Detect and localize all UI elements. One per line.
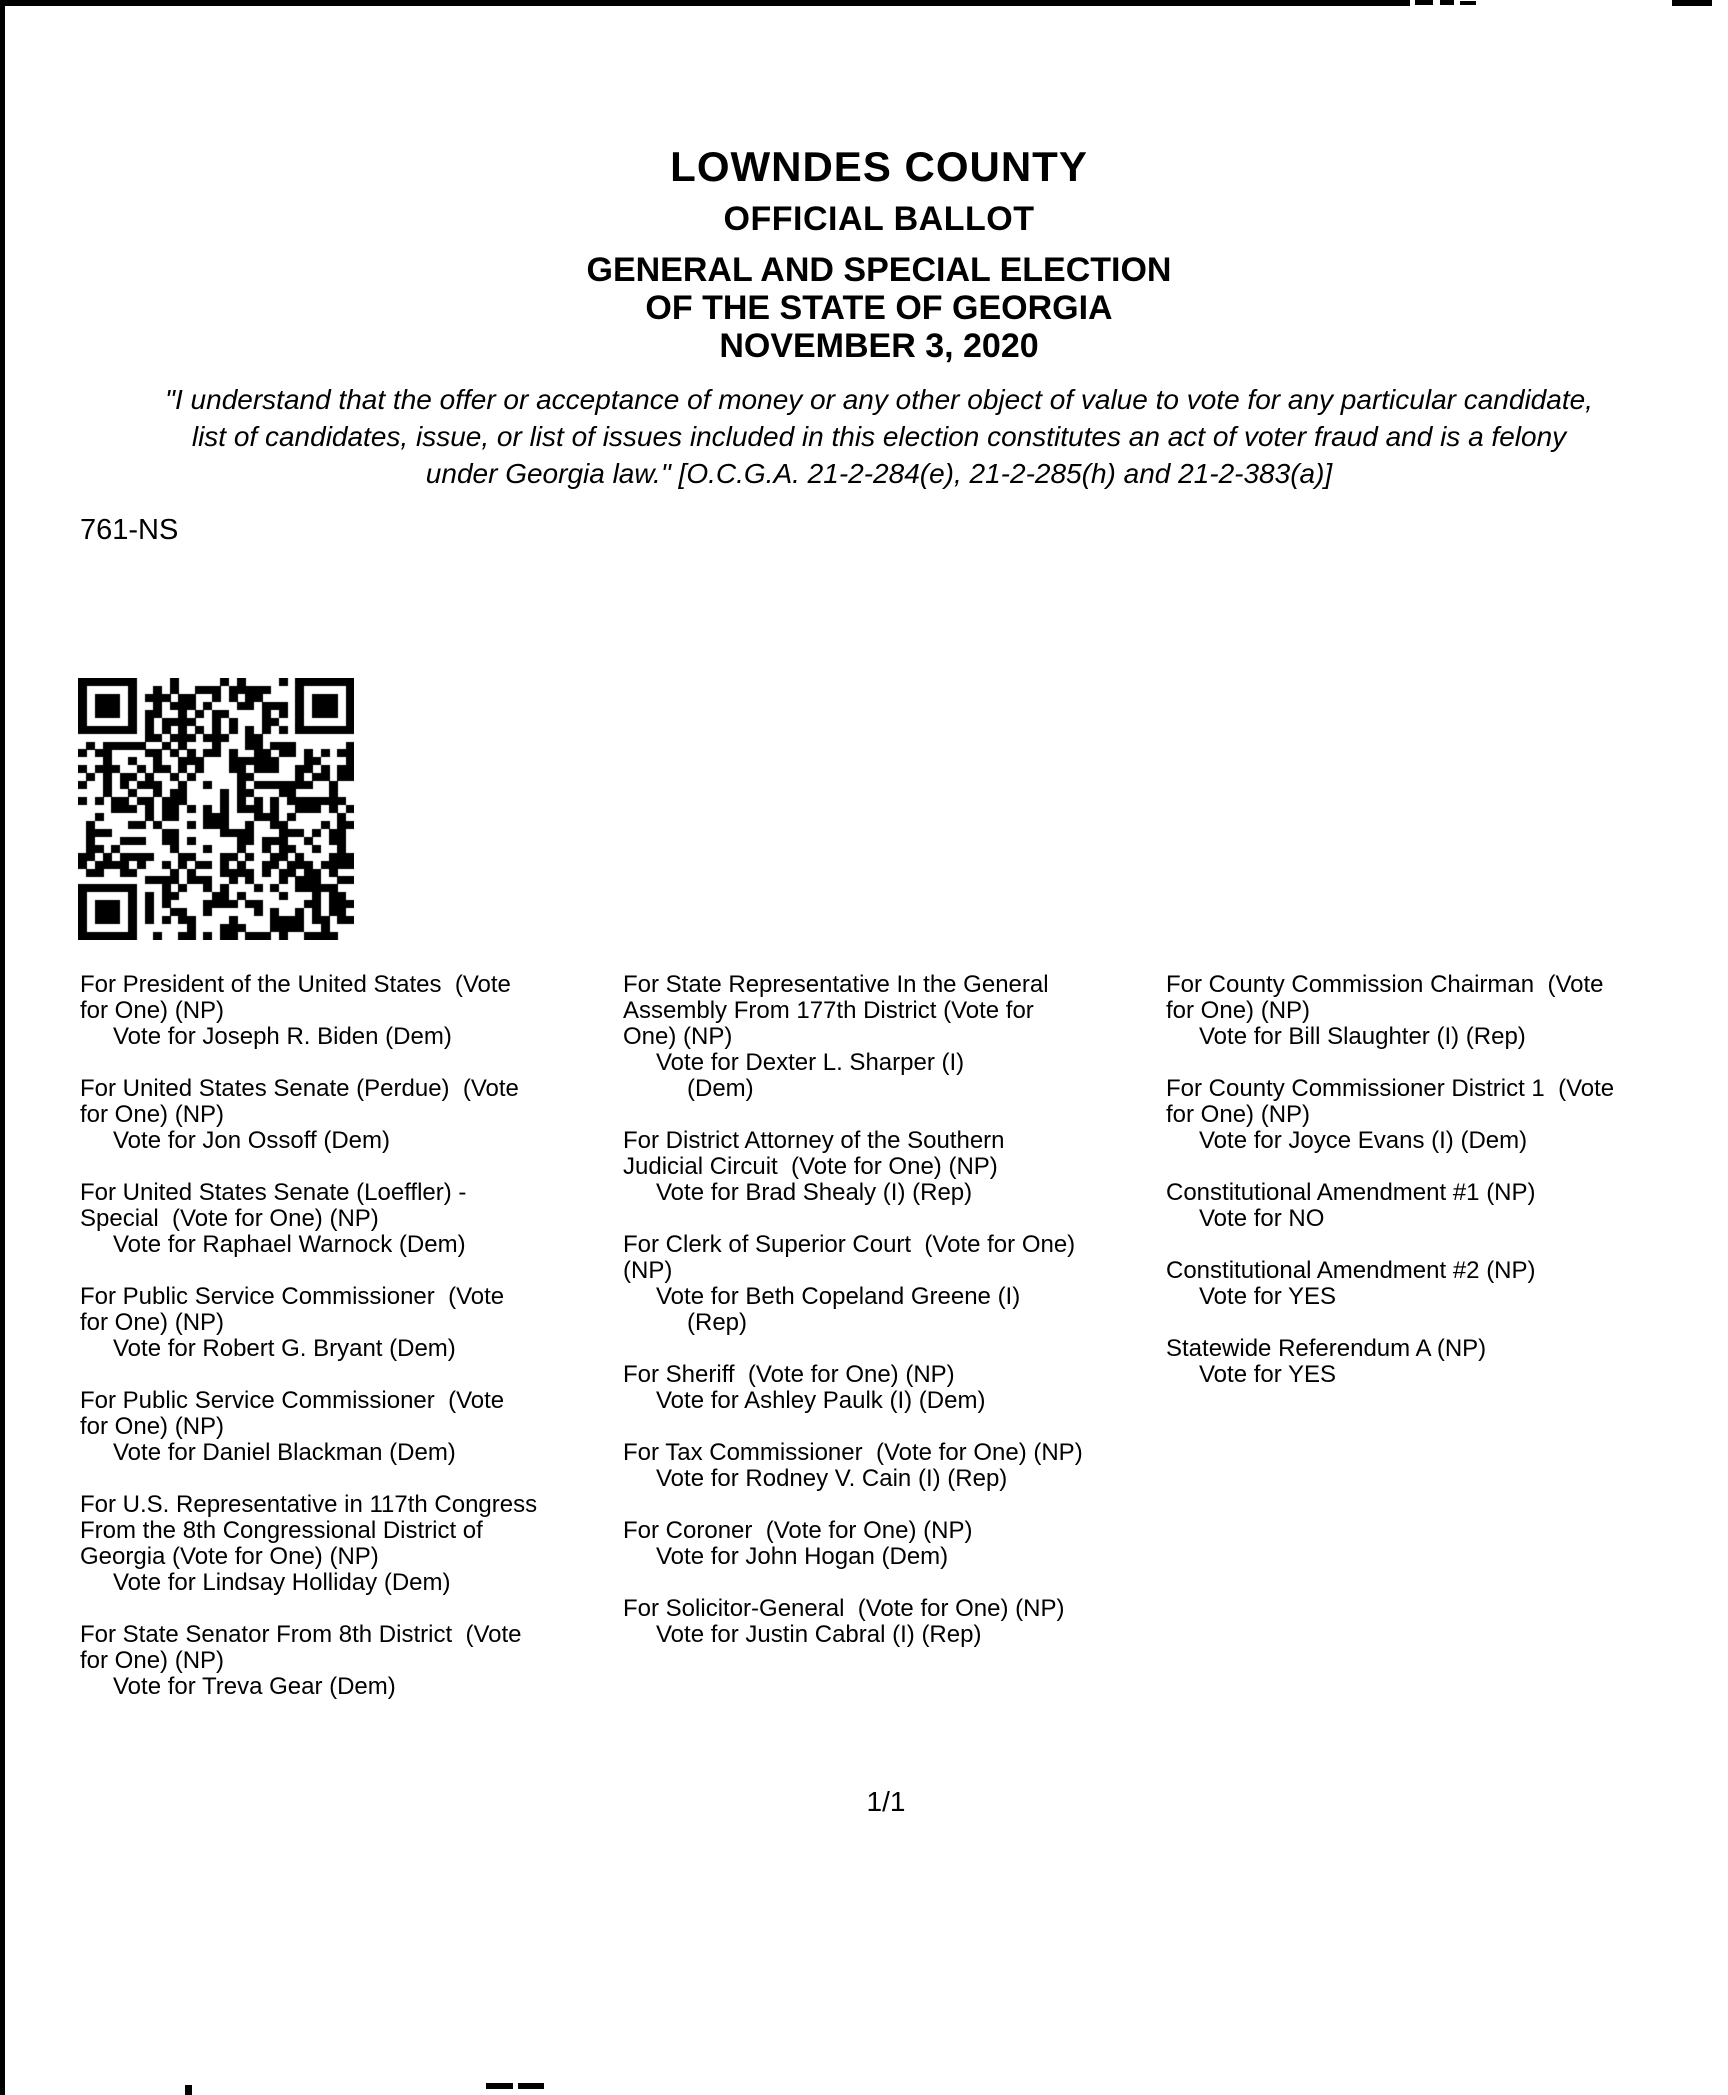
scan-artifact-top-dash	[1440, 0, 1454, 5]
scan-artifact-top-border	[0, 0, 1410, 6]
contest-office-line: For State Senator From 8th District (Vote	[80, 1621, 522, 1648]
contest-vote-selection-line: Vote for YES	[1199, 1283, 1336, 1310]
contest	[80, 1284, 640, 1362]
contest-office-line: For Coroner (Vote for One) (NP)	[623, 1517, 973, 1544]
contest	[1166, 1258, 1726, 1310]
contest-vote-selection-line: Vote for John Hogan (Dem)	[656, 1543, 949, 1570]
contest-office-line: for One) (NP)	[1166, 997, 1311, 1024]
election-title-line1: GENERAL AND SPECIAL ELECTION	[586, 251, 1172, 289]
contest-office-line: for One) (NP)	[1166, 1101, 1311, 1128]
contest-vote-selection-line: Vote for Robert G. Bryant (Dem)	[113, 1335, 456, 1362]
contest-vote-selection-line: (Dem)	[687, 1075, 754, 1102]
contest-office-line: Statewide Referendum A (NP)	[1166, 1335, 1487, 1362]
ballot-column-1	[80, 972, 640, 1726]
contest-office-line: For State Representative In the General	[623, 971, 1049, 998]
contest-vote-selection-line: Vote for Jon Ossoff (Dem)	[113, 1127, 390, 1154]
qr-code	[78, 678, 354, 940]
scan-artifact-left-border	[0, 0, 5, 2095]
contest-office-line: For Sheriff (Vote for One) (NP)	[623, 1361, 955, 1388]
contest-vote-selection-line: Vote for Beth Copeland Greene (I)	[656, 1283, 1021, 1310]
contest-office-line: Georgia (Vote for One) (NP)	[80, 1543, 379, 1570]
contest	[1166, 972, 1726, 1050]
contest-office-line: for One) (NP)	[80, 997, 225, 1024]
contest-office-line: For Public Service Commissioner (Vote	[80, 1283, 505, 1310]
contest-office-line: For U.S. Representative in 117th Congress	[80, 1491, 538, 1518]
contest-office-line: One) (NP)	[623, 1023, 733, 1050]
contest	[623, 1518, 1183, 1570]
contest-vote-selection-line: Vote for Rodney V. Cain (I) (Rep)	[656, 1465, 1008, 1492]
election-title-line3: NOVEMBER 3, 2020	[719, 327, 1039, 365]
contest-vote-selection-line: Vote for Daniel Blackman (Dem)	[113, 1439, 456, 1466]
contest	[623, 1232, 1183, 1336]
contest	[1166, 1336, 1726, 1388]
contest	[1166, 1180, 1726, 1232]
disclaimer-line2: list of candidates, issue, or list of issues included in this election constitutes an act of voter fraud and is a felony	[191, 421, 1567, 452]
contest	[80, 972, 640, 1050]
contest-office-line: For United States Senate (Loeffler) -	[80, 1179, 467, 1206]
contest	[623, 1440, 1183, 1492]
contest-office-line: Constitutional Amendment #2 (NP)	[1166, 1257, 1536, 1284]
contest-office-line: For District Attorney of the Southern	[623, 1127, 1005, 1154]
scan-artifact-bottom-tick	[185, 2085, 192, 2095]
contest-office-line: Constitutional Amendment #1 (NP)	[1166, 1179, 1536, 1206]
contest	[623, 1362, 1183, 1414]
disclaimer-line1: "I understand that the offer or acceptance of money or any other object of value to vote for any particular candidate,	[165, 384, 1593, 415]
contest-office-line: For Solicitor-General (Vote for One) (NP)	[623, 1595, 1065, 1622]
election-title	[30, 251, 1728, 365]
contest-office-line: for One) (NP)	[80, 1413, 225, 1440]
contest-office-line: For President of the United States (Vote	[80, 971, 511, 998]
ballot-style-code: 761-NS	[80, 514, 179, 546]
contest-vote-selection-line: Vote for Dexter L. Sharper (I)	[656, 1049, 965, 1076]
disclaimer-line3: under Georgia law." [O.C.G.A. 21-2-284(e), 21-2-285(h) and 21-2-383(a)]	[425, 458, 1333, 489]
scan-artifact-top-dash	[1460, 1, 1476, 5]
contest-office-line: Special (Vote for One) (NP)	[80, 1205, 379, 1232]
scan-artifact-top-dash	[1672, 0, 1712, 6]
contest-vote-selection-line: Vote for Bill Slaughter (I) (Rep)	[1199, 1023, 1526, 1050]
contest	[623, 972, 1183, 1102]
contest-office-line: for One) (NP)	[80, 1101, 225, 1128]
ballot-column-2	[623, 972, 1183, 1674]
contest	[80, 1492, 640, 1596]
contest-office-line: For Clerk of Superior Court (Vote for One)	[623, 1231, 1076, 1258]
contest-office-line: Judicial Circuit (Vote for One) (NP)	[623, 1153, 998, 1180]
scan-artifact-bottom-dash	[486, 2083, 513, 2089]
contest-office-line: Assembly From 177th District (Vote for	[623, 997, 1034, 1024]
scan-artifact-top-dash	[1415, 0, 1433, 5]
contest-office-line: For United States Senate (Perdue) (Vote	[80, 1075, 519, 1102]
county-title: LOWNDES COUNTY	[670, 143, 1088, 190]
contest-office-line: (NP)	[623, 1257, 673, 1284]
voter-fraud-disclaimer	[30, 381, 1728, 492]
contest	[623, 1128, 1183, 1206]
ballot-type-title: OFFICIAL BALLOT	[723, 200, 1035, 238]
contest-office-line: For County Commission Chairman (Vote	[1166, 971, 1604, 998]
ballot-column-3	[1166, 972, 1726, 1414]
election-title-line2: OF THE STATE OF GEORGIA	[645, 289, 1113, 327]
contest-office-line: For Tax Commissioner (Vote for One) (NP)	[623, 1439, 1083, 1466]
contest-vote-selection-line: Vote for Treva Gear (Dem)	[113, 1673, 396, 1700]
contest-vote-selection-line: (Rep)	[687, 1309, 748, 1336]
contest-office-line: For Public Service Commissioner (Vote	[80, 1387, 505, 1414]
contest-office-line: for One) (NP)	[80, 1647, 225, 1674]
contest-office-line: for One) (NP)	[80, 1309, 225, 1336]
contest-vote-selection-line: Vote for Brad Shealy (I) (Rep)	[656, 1179, 973, 1206]
contest-vote-selection-line: Vote for Raphael Warnock (Dem)	[113, 1231, 466, 1258]
contest	[1166, 1076, 1726, 1154]
contest-vote-selection-line: Vote for YES	[1199, 1361, 1336, 1388]
page-number: 1/1	[866, 1786, 906, 1817]
contest-vote-selection-line: Vote for Lindsay Holliday (Dem)	[113, 1569, 451, 1596]
contest-vote-selection-line: Vote for Joseph R. Biden (Dem)	[113, 1023, 452, 1050]
contest	[80, 1622, 640, 1700]
contest-vote-selection-line: Vote for Joyce Evans (I) (Dem)	[1199, 1127, 1528, 1154]
contest-vote-selection-line: Vote for Justin Cabral (I) (Rep)	[656, 1621, 982, 1648]
contest-office-line: From the 8th Congressional District of	[80, 1517, 483, 1544]
contest-vote-selection-line: Vote for NO	[1199, 1205, 1325, 1232]
scan-artifact-bottom-dash	[518, 2083, 544, 2089]
contest-office-line: For County Commissioner District 1 (Vote	[1166, 1075, 1615, 1102]
contest-vote-selection-line: Vote for Ashley Paulk (I) (Dem)	[656, 1387, 986, 1414]
contest	[80, 1180, 640, 1258]
contest	[80, 1076, 640, 1154]
contest	[623, 1596, 1183, 1648]
contest	[80, 1388, 640, 1466]
